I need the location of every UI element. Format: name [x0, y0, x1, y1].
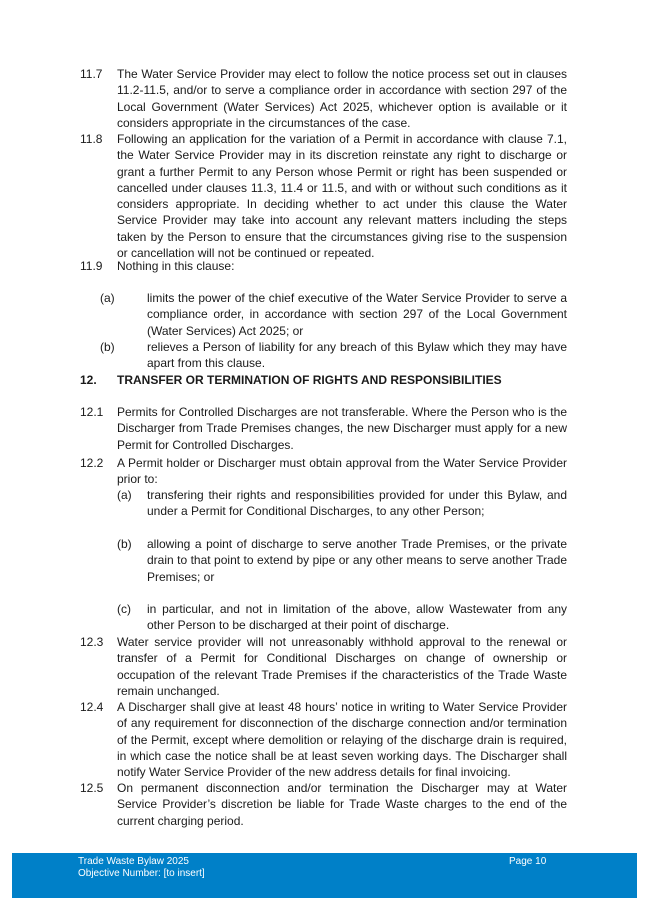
clause-text: Water service provider will not unreasonably withhold approval to the renewal or transfer of a Permit for Conditional Discharges on change of ownership or occupation of the relevant Trade Premises if the characteristics of the Trade Waste remain unchanged. [117, 635, 567, 698]
clause-number: 11.8 [80, 132, 103, 146]
subclause-label: (b) [100, 340, 115, 354]
clause-text: A Permit holder or Discharger must obtain approval from the Water Service Provider prior to: [117, 456, 567, 487]
clause-12-1 [80, 404, 567, 453]
clause-12-2 [80, 455, 567, 488]
subclause-11-9-b [100, 339, 567, 372]
section-title: TRANSFER OR TERMINATION OF RIGHTS AND RESPONSIBILITIES [117, 373, 502, 387]
clause-12-5 [80, 780, 567, 829]
clause-number: 12.5 [80, 781, 104, 795]
subclause-12-2-c [117, 601, 567, 634]
subclause-11-9-a [100, 290, 567, 339]
clause-11-9 [80, 258, 567, 274]
clause-12-3 [80, 634, 567, 699]
clause-text: Following an application for the variation of a Permit in accordance with clause 7.1, the Water Service Provider may in its discretion reinstate any right to discharge or grant a further Permit to any Person whose Permit or right has been suspended or cancelled under clauses 11.3, 11.4 or 11.5, and with or without such conditions as it considers appropriate. In deciding whether to act under this clause the Water Service Provider may take into account any relevant matters including the steps taken by the Person to ensure that the circumstances giving rise to the suspension or cancellation will not be continued or repeated. [117, 132, 567, 261]
footer-objective-number: Objective Number: [to insert] [78, 868, 205, 879]
clause-12-4 [80, 699, 567, 780]
section-number: 12. [80, 373, 97, 387]
clause-number: 12.4 [80, 700, 104, 714]
clause-number: 12.3 [80, 635, 104, 649]
footer-document-title: Trade Waste Bylaw 2025 [78, 856, 189, 867]
subclause-text: relieves a Person of liability for any breach of this Bylaw which they may have apart from this clause. [147, 340, 567, 371]
footer-page-number: Page 10 [509, 856, 547, 867]
clause-number: 12.2 [80, 456, 104, 470]
subclause-12-2-a [117, 487, 567, 520]
subclause-text: allowing a point of discharge to serve another Trade Premises, or the private drain to that point to extend by pipe or any other means to serve another Trade Premises; or [147, 537, 567, 584]
clause-text: The Water Service Provider may elect to follow the notice process set out in clauses 11.2-11.5, and/or to serve a compliance order in accordance with section 297 of the Local Government (Water Services) Act 2025, whichever option is available or it considers appropriate in the circumstances of the case. [117, 67, 567, 130]
clause-text: Nothing in this clause: [117, 259, 235, 273]
clause-11-8 [80, 131, 567, 261]
clause-11-7 [80, 66, 567, 131]
subclause-label: (a) [100, 291, 115, 305]
subclause-12-2-b [117, 536, 567, 585]
clause-text: On permanent disconnection and/or termination the Discharger may at Water Service Provider’s discretion be liable for Trade Waste charges to the end of the current charging period. [117, 781, 567, 828]
clause-text: Permits for Controlled Discharges are not transferable. Where the Person who is the Discharger from Trade Premises changes, the new Discharger must apply for a new Permit for Controlled Discharges. [117, 405, 567, 452]
clause-number: 12.1 [80, 405, 104, 419]
subclause-label: (b) [117, 537, 132, 551]
section-heading-12 [80, 372, 502, 388]
page-footer [12, 853, 637, 898]
clause-text: A Discharger shall give at least 48 hours’ notice in writing to Water Service Provider of any requirement for disconnection of the discharge connection and/or termination of the Permit, except where demolition or relaying of the discharge drain is required, in which case the notice shall be at least seven working days. The Discharger shall notify Water Service Provider of the new address details for final invoicing. [117, 700, 567, 780]
subclause-label: (a) [117, 488, 132, 502]
subclause-text: transfering their rights and responsibilities provided for under this Bylaw, and under a Permit for Conditional Discharges, to any other Person; [147, 488, 567, 519]
subclause-label: (c) [117, 602, 131, 616]
clause-number: 11.9 [80, 259, 103, 273]
subclause-text: limits the power of the chief executive of the Water Service Provider to serve a compliance order, in accordance with section 297 of the Local Government (Water Services) Act 2025; or [147, 291, 567, 338]
subclause-text: in particular, and not in limitation of the above, allow Wastewater from any other Person to be discharged at their point of discharge. [147, 602, 567, 633]
clause-number: 11.7 [80, 67, 103, 81]
